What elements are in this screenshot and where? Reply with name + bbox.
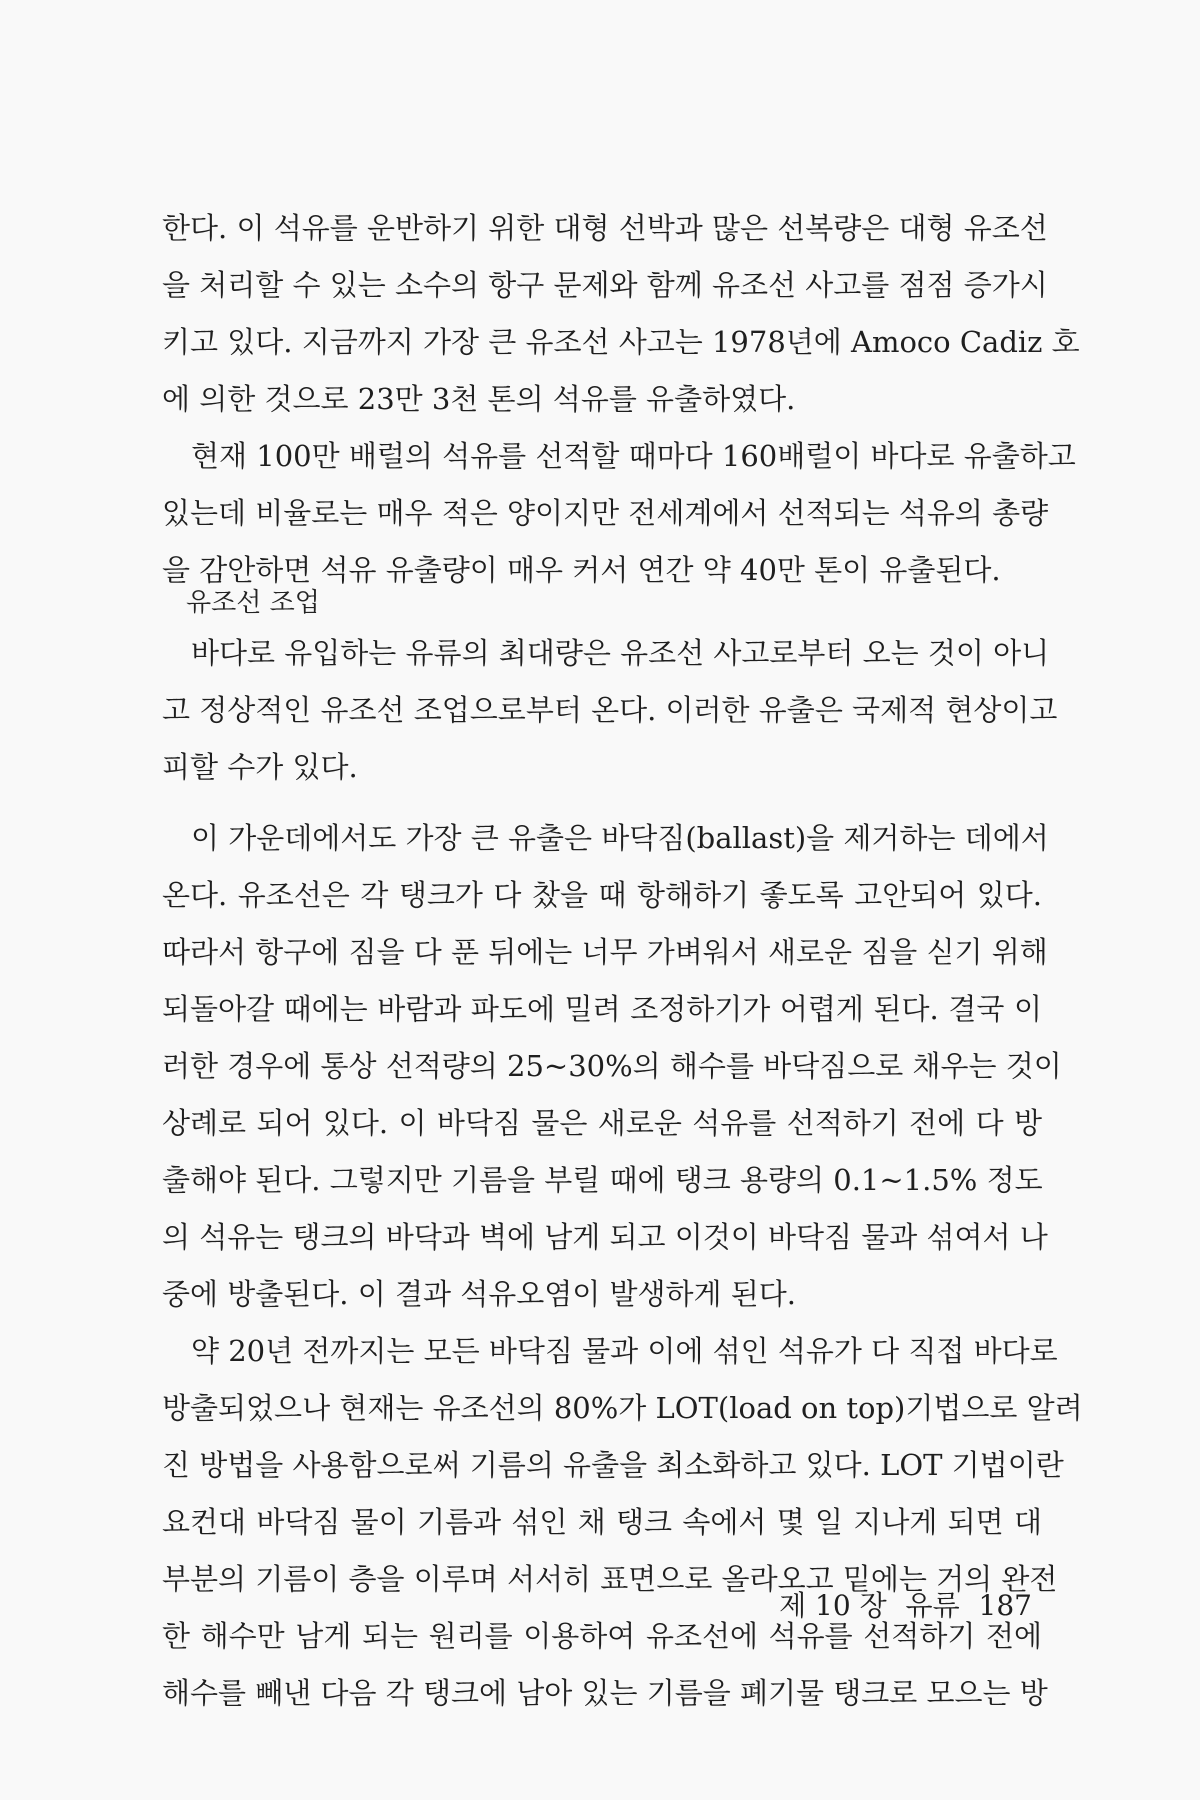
body-text-top (162, 200, 1080, 599)
text-line: 에 의한 것으로 23만 3천 톤의 석유를 유출하였다. (162, 382, 796, 416)
text-line: 을 처리할 수 있는 소수의 항구 문제와 함께 유조선 사고를 점점 증가시 (162, 268, 1048, 302)
text-line: 요컨대 바닥짐 물이 기름과 섞인 채 탱크 속에서 몇 일 지나게 되면 대 (162, 1505, 1042, 1539)
text-line: 의 석유는 탱크의 바닥과 벽에 남게 되고 이것이 바닥짐 물과 섞여서 나 (162, 1220, 1048, 1254)
text-line: 있는데 비율로는 매우 적은 양이지만 전세계에서 선적되는 석유의 총량 (162, 496, 1049, 530)
text-line: 피할 수가 있다. (162, 750, 358, 784)
text-line: 온다. 유조선은 각 탱크가 다 찼을 때 항해하기 좋도록 고안되어 있다. (162, 878, 1042, 912)
text-line: 현재 100만 배럴의 석유를 선적할 때마다 160배럴이 바다로 유출하고 (162, 439, 1076, 473)
text-line: 이 가운데에서도 가장 큰 유출은 바닥짐(ballast)을 제거하는 데에서 (162, 821, 1049, 855)
text-line: 해수를 빼낸 다음 각 탱크에 남아 있는 기름을 폐기물 탱크로 모으는 방 (162, 1676, 1048, 1710)
page-number: 187 (978, 1589, 1032, 1622)
chapter-label: 제 10 장 (779, 1589, 887, 1622)
text-line: 부분의 기름이 층을 이루며 서서히 표면으로 올라오고 밑에는 거의 완전 (162, 1562, 1058, 1596)
text-line: 되돌아갈 때에는 바람과 파도에 밀려 조정하기가 어렵게 된다. 결국 이 (162, 992, 1042, 1026)
text-line: 약 20년 전까지는 모든 바닥짐 물과 이에 섞인 석유가 다 직접 바다로 (162, 1334, 1058, 1368)
section-heading: 유조선 조업 (186, 588, 320, 618)
text-line: 방출되었으나 현재는 유조선의 80%가 LOT(load on top)기법으로 알려 (162, 1391, 1083, 1425)
text-line: 러한 경우에 통상 선적량의 25~30%의 해수를 바닥짐으로 채우는 것이 (162, 1049, 1062, 1083)
text-line: 을 감안하면 석유 유출량이 매우 커서 연간 약 40만 톤이 유출된다. (162, 553, 1001, 587)
text-line: 한다. 이 석유를 운반하기 위한 대형 선박과 많은 선복량은 대형 유조선 (162, 211, 1048, 245)
body-text-section-intro (162, 625, 1058, 796)
page-footer (769, 1586, 1032, 1626)
text-line: 중에 방출된다. 이 결과 석유오염이 발생하게 된다. (162, 1277, 797, 1311)
text-line: 키고 있다. 지금까지 가장 큰 유조선 사고는 1978년에 Amoco Cadiz 호 (162, 325, 1080, 359)
text-line: 고 정상적인 유조선 조업으로부터 온다. 이러한 유출은 국제적 현상이고 (162, 693, 1058, 727)
chapter-title: 유류 (905, 1589, 960, 1622)
text-line: 바다로 유입하는 유류의 최대량은 유조선 사고로부터 오는 것이 아니 (162, 636, 1050, 670)
text-line: 상례로 되어 있다. 이 바닥짐 물은 새로운 석유를 선적하기 전에 다 방 (162, 1106, 1042, 1140)
text-line: 따라서 항구에 짐을 다 푼 뒤에는 너무 가벼워서 새로운 짐을 싣기 위해 (162, 935, 1048, 969)
text-line: 출해야 된다. 그렇지만 기름을 부릴 때에 탱크 용량의 0.1~1.5% 정도 (162, 1163, 1043, 1197)
text-line: 한 해수만 남게 되는 원리를 이용하여 유조선에 석유를 선적하기 전에 (162, 1619, 1042, 1653)
text-line: 진 방법을 사용함으로써 기름의 유출을 최소화하고 있다. LOT 기법이란 (162, 1448, 1064, 1482)
